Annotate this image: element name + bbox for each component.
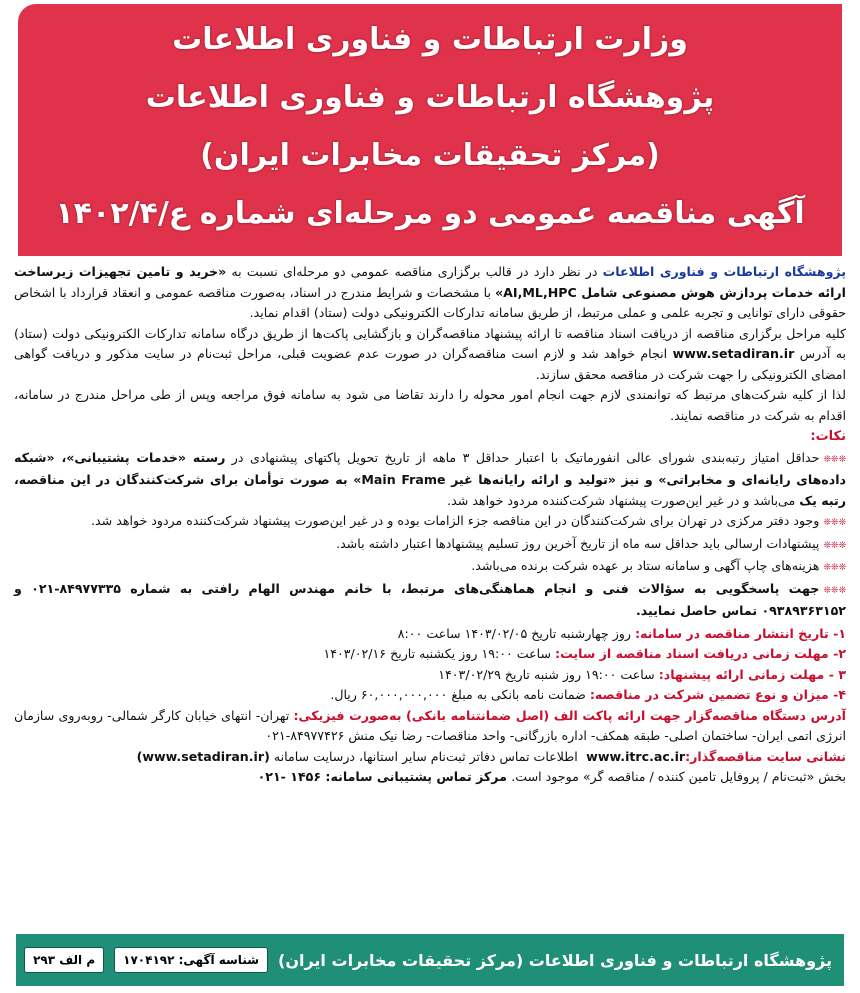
delivery-address: آدرس دستگاه مناقصه‌گزار جهت ارائه پاکت الف (اصل ضمانتنامه بانکی) به‌صورت فیزیکی: تهران- انتهای خیابان کارگر شمالی- روبه‌روی سازمان انرژی اتمی ایران- ساختمان اصلی- طبقه همکف- اداره بازرگانی- واحد مناقصات- رضا نیک منش ۸۴۹۷۷۴۲۶-۰۲۱ — [14, 707, 846, 743]
setad-link[interactable]: www.setadiran.ir — [672, 346, 795, 361]
org-name: پژوهشگاه ارتباطات و فناوری اطلاعات — [602, 264, 847, 279]
note-2: ❊❊❊وجود دفتر مرکزی در تهران برای شرکت‌کنندگان در این مناقصه جزء الزامات بوده و در غیر این‌صورت پیشنهاد شرکت‌کننده مردود خواهد شد. — [91, 513, 846, 528]
support-info: بخش «ثبت‌نام / پروفایل تامین کننده / مناقصه گر» موجود است. مرکز تماس پشتیبانی سامانه: ۱۴۵۶ -۰۲۱ — [257, 769, 846, 784]
note-5: ❊❊❊جهت پاسخگویی به سؤالات فنی و انجام هماهنگی‌های مرتبط، با خانم مهندس الهام رافتی به شماره ۸۴۹۷۷۳۳۵-۰۲۱ و ۰۹۳۸۹۳۶۳۱۵۲ تماس حاصل نمایید. — [14, 580, 846, 618]
notes-heading: نکات: — [810, 429, 846, 444]
note-1: ❊❊❊حداقل امتیاز رتبه‌بندی شورای عالی انفورماتیک با اعتبار حداقل ۳ ماهه از تاریخ تحویل پاکتهای پیشنهادی در رسته «خدمات پشتیبانی»، «شبکه داده‌های رایانه‌ای و مخابراتی» و نیز «تولید و ارائه رایانه‌ها غیر Main Frame» به صورت توأمان برای شرکت‌کنندگان در این مناقصه، رتبه یک می‌باشد و در غیر این‌صورت پیشنهاد شرکت‌کننده مردود خواهد شد. — [14, 449, 846, 508]
ad-id-badge: شناسه آگهی: ۱۷۰۴۱۹۲ — [114, 947, 268, 973]
schedule-3: ۳ - مهلت زمانی ارائه پیشنهاد: ساعت ۱۹:۰۰ روز شنبه تاریخ ۱۴۰۳/۰۲/۲۹ — [438, 666, 846, 682]
center-title: (مرکز تحقیقات مخابرات ایران) — [200, 138, 660, 173]
intro-text-c: با مشخصات و شرایط مندرج در اسناد، به‌صورت مناقصه عمومی و انعقاد قرارداد با اشخاص حقوقی دارای توانایی و تجربه علمی و عملی مرتبط، از طریق سامانه تدارکات الکترونیکی دولت (ستاد) اقدام نماید. — [14, 284, 846, 320]
bullet-icon: ❊❊❊ — [823, 518, 846, 528]
institute-title: پژوهشگاه ارتباطات و فناوری اطلاعات — [145, 80, 715, 115]
footer-title: پژوهشگاه ارتباطات و فناوری اطلاعات (مرکز تحقیقات مخابرات ایران) — [278, 950, 832, 970]
intro-paragraph — [14, 262, 846, 324]
schedule-4: ۴- میزان و نوع تضمین شرکت در مناقصه: ضمانت نامه بانکی به مبلغ ۶۰,۰۰۰,۰۰۰,۰۰۰ ریال. — [330, 687, 846, 702]
bullet-icon: ❊❊❊ — [823, 563, 846, 573]
procedure-text-a: کلیه مراحل برگزاری مناقصه از دریافت اسناد مناقصه تا ارائه پیشنهاد مناقصه‌گران و بازگشایی پاکت‌ها از طریق درگاه سامانه تدارکات الکترونیکی دولت (ستاد) به آدرس — [14, 325, 846, 361]
bullet-icon: ❊❊❊ — [823, 540, 846, 551]
setad-link-2[interactable]: (www.setadiran.ir) — [136, 748, 270, 764]
notice-header — [18, 4, 842, 256]
website-info: نشانی سایت مناقصه‌گذار: www.itrc.ac.ir اطلاعات تماس دفاتر ثبت‌نام سایر استانها، درسایت سامانه (www.setadiran.ir) — [136, 748, 846, 764]
tender-subject: «خرید و تامین تجهیزات زیرساخت ارائه خدمات پردازش هوش مصنوعی شامل AI,ML,HPC» — [14, 264, 846, 300]
notice-footer — [16, 934, 844, 986]
tender-title: آگهی مناقصه عمومی دو مرحله‌ای شماره ع/۱۴۰۲/۴ — [55, 196, 805, 231]
notice-body — [14, 262, 846, 788]
bullet-icon: ❊❊❊ — [823, 585, 846, 596]
procedure-paragraph — [14, 324, 846, 386]
itrc-link[interactable]: www.itrc.ac.ir — [581, 748, 686, 764]
note-4: ❊❊❊هزینه‌های چاپ آگهی و سامانه ستاد بر عهده شرکت برنده می‌باشد. — [471, 558, 846, 573]
note-3: ❊❊❊پیشنهادات ارسالی باید حداقل سه ماه از تاریخ آخرین روز تسلیم پیشنهادها اعتبار داشته باشد. — [336, 535, 846, 551]
bullet-icon: ❊❊❊ — [823, 454, 846, 465]
ministry-title: وزارت ارتباطات و فناوری اطلاعات — [172, 22, 688, 57]
procedure-text-b: انجام خواهد شد و لازم است مناقصه‌گران در صورت عدم عضویت قبلی، مراحل ثبت‌نام در سایت مذکور و دریافت گواهی امضای الکترونیکی را جهت شرکت در مناقصه محقق سازند. — [14, 346, 846, 382]
schedule-2: ۲- مهلت زمانی دریافت اسناد مناقصه از سایت: ساعت ۱۹:۰۰ روز یکشنبه تاریخ ۱۴۰۳/۰۲/۱۶ — [323, 646, 846, 661]
intro-text-a: در نظر دارد در قالب برگزاری مناقصه عمومی دو مرحله‌ای نسبت به — [226, 264, 603, 279]
ad-code-badge: م الف ۲۹۳ — [24, 947, 104, 973]
invitation-paragraph: لذا از کلیه شرکت‌های مرتبط که توانمندی لازم جهت انجام امور محوله را دارند تقاضا می شود به سامانه فوق مراجعه وپس از طی مراحل مندرج در سامانه، اقدام به شرکت در مناقصه نمایند. — [14, 387, 846, 423]
schedule-1: ۱- تاریخ انتشار مناقصه در سامانه: روز چهارشنبه تاریخ ۱۴۰۳/۰۲/۰۵ ساعت ۸:۰۰ — [397, 625, 846, 641]
